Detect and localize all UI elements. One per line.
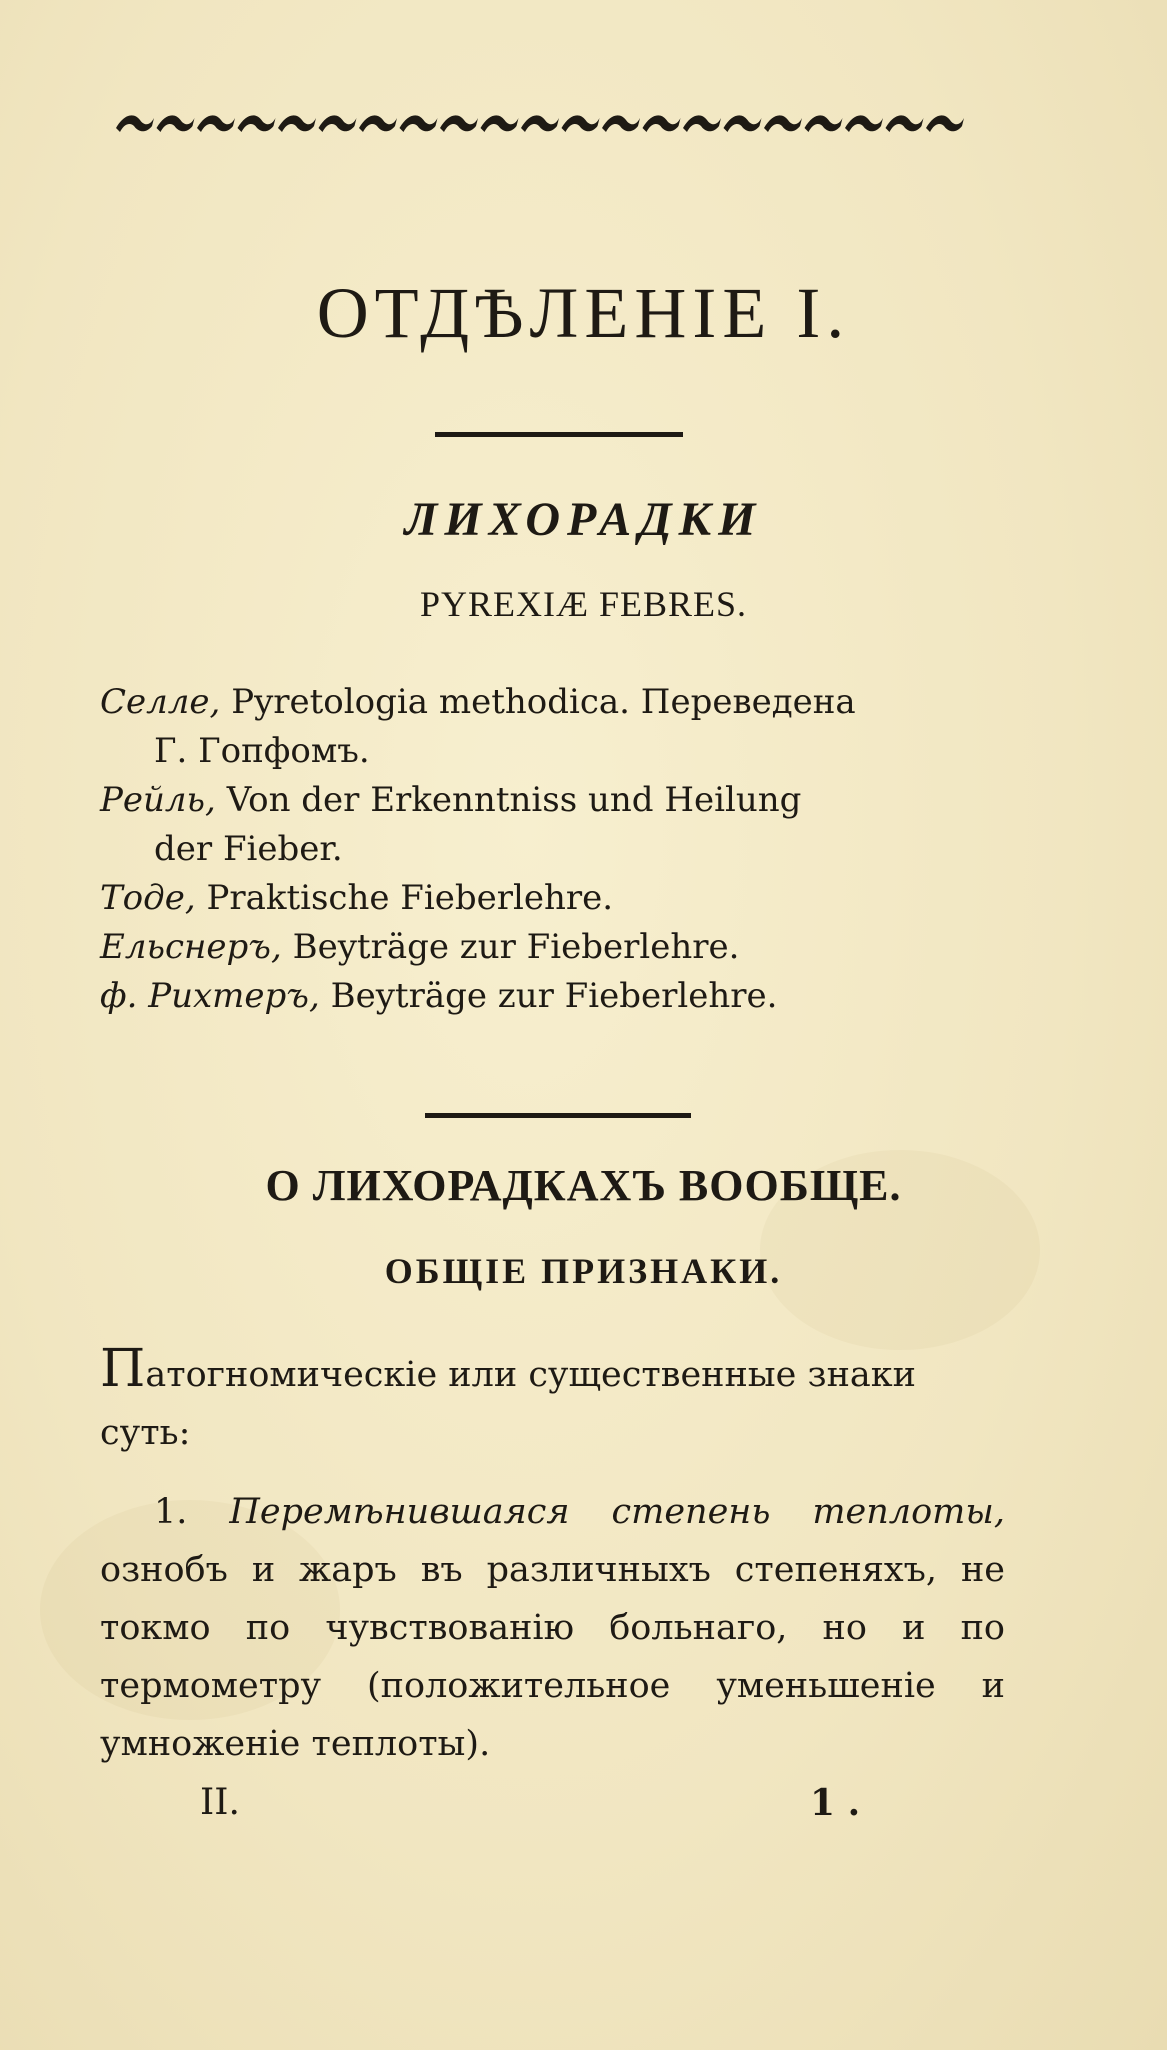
reference-title: Beyträge zur Fieberlehre. [292, 927, 740, 967]
ornament-stroke [238, 115, 276, 132]
reference-item [100, 776, 1020, 874]
divider-rule [435, 432, 683, 437]
ornament-stroke [805, 115, 843, 132]
ornament-stroke [683, 115, 721, 132]
ornament-stroke [116, 115, 154, 132]
general-heading: О ЛИХОРАДКАХЪ ВООБЩЕ. [265, 1161, 902, 1210]
reference-item [100, 923, 1020, 972]
ornament-stroke [602, 115, 640, 132]
volume-mark: II. [200, 1782, 240, 1823]
reference-author: Рейль, [100, 780, 216, 820]
item-text: ознобъ и жаръ въ различныхъ степеняхъ, не токмо по чувствованію больнаго, но и по термометру (положительное уменьшеніе и умноженіе теплоты). [100, 1550, 1005, 1764]
drop-initial: П [100, 1339, 146, 1399]
ornament-stroke [440, 115, 478, 132]
ornament-stroke [764, 115, 802, 132]
reference-author: Ельснеръ, [100, 927, 282, 967]
signs-heading: ОБЩІЕ ПРИЗНАКИ. [384, 1251, 783, 1291]
reference-title: Pyretologia methodica. Переведена [231, 682, 856, 722]
numbered-item [100, 1483, 1005, 1773]
reference-title: Von der Erkenntniss und Heilung [226, 780, 802, 820]
fevers-heading: ЛИХОРАДКИ [404, 493, 763, 546]
signature-mark: 1 . [810, 1782, 861, 1824]
ornament-stroke [278, 115, 316, 132]
ornament-stroke [481, 115, 519, 132]
reference-author: Селле, [100, 682, 221, 722]
ornament-stroke [521, 115, 559, 132]
ornament-stroke [197, 115, 235, 132]
reference-continuation: der Fieber. [154, 829, 343, 869]
ornament-stroke [886, 115, 924, 132]
reference-author: Tоде, [100, 878, 196, 918]
ornament-stroke [157, 115, 195, 132]
ornament-stroke [724, 115, 762, 132]
reference-author: ф. Рихтеръ, [100, 976, 320, 1016]
latin-heading: PYREXIÆ FEBRES. [419, 584, 748, 624]
item-number: 1. [154, 1492, 188, 1532]
ornament-stroke [319, 115, 357, 132]
item-italic-text: Перемѣнившаяся степень теплоты, [229, 1492, 1005, 1532]
wavy-ornament-rule [112, 104, 972, 140]
ornament-stroke [359, 115, 397, 132]
intro-text: атогномическіе или существенные знаки суть: [100, 1355, 916, 1453]
reference-list [100, 678, 1020, 1021]
reference-title: Praktische Fieberlehre. [206, 878, 614, 918]
reference-title: Beyträge zur Fieberlehre. [330, 976, 778, 1016]
ornament-stroke [845, 115, 883, 132]
reference-item [100, 972, 1020, 1021]
ornament-stroke [926, 115, 964, 132]
reference-item [100, 678, 1020, 776]
ornament-stroke [562, 115, 600, 132]
divider-rule [425, 1113, 691, 1118]
reference-item [100, 874, 1020, 923]
reference-continuation: Г. Гопфомъ. [154, 731, 370, 771]
ornament-stroke [400, 115, 438, 132]
ornament-stroke [643, 115, 681, 132]
section-heading: ОТДѢЛЕНІЕ I. [316, 273, 851, 353]
intro-paragraph [100, 1340, 1005, 1462]
